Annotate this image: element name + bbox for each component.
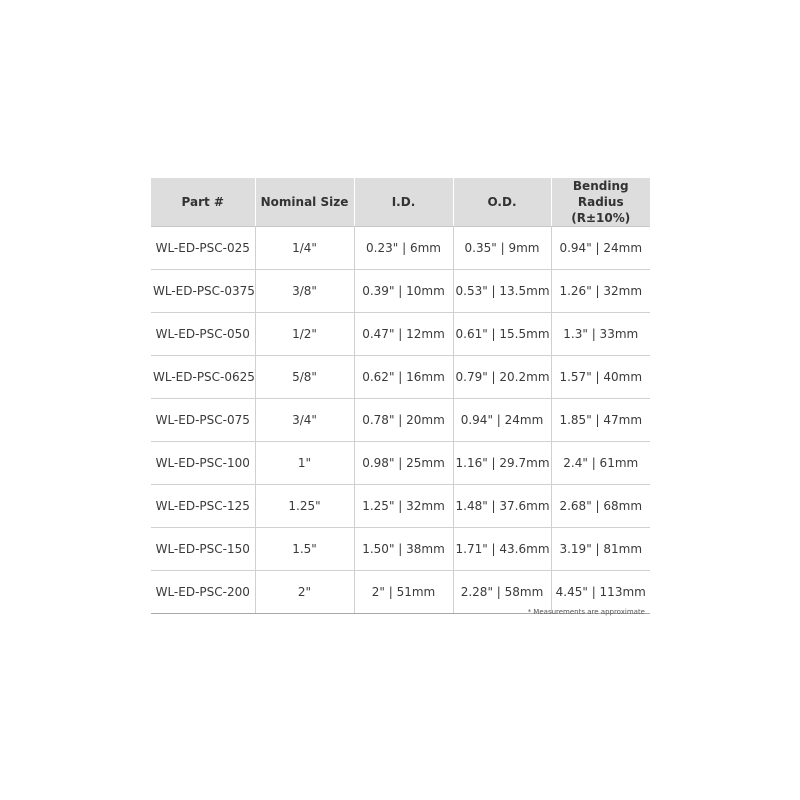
header-part-number: Part # xyxy=(151,178,255,227)
bending-radius-cell: 3.19" | 81mm xyxy=(551,528,650,571)
nominal-size-cell: 3/4" xyxy=(255,399,354,442)
bending-radius-cell: 0.94" | 24mm xyxy=(551,227,650,270)
outer-diameter-cell: 2.28" | 58mm xyxy=(453,571,551,614)
bending-radius-cell: 1.57" | 40mm xyxy=(551,356,650,399)
part-number-cell: WL-ED-PSC-025 xyxy=(151,227,255,270)
nominal-size-cell: 1" xyxy=(255,442,354,485)
inner-diameter-cell: 0.47" | 12mm xyxy=(354,313,453,356)
inner-diameter-cell: 1.25" | 32mm xyxy=(354,485,453,528)
outer-diameter-cell: 0.35" | 9mm xyxy=(453,227,551,270)
bending-radius-cell: 1.3" | 33mm xyxy=(551,313,650,356)
nominal-size-cell: 1/2" xyxy=(255,313,354,356)
outer-diameter-cell: 1.71" | 43.6mm xyxy=(453,528,551,571)
part-number-cell: WL-ED-PSC-0625 xyxy=(151,356,255,399)
table-row xyxy=(151,528,650,571)
bending-radius-cell: 2.4" | 61mm xyxy=(551,442,650,485)
table-row xyxy=(151,442,650,485)
bending-radius-cell: 1.26" | 32mm xyxy=(551,270,650,313)
header-row xyxy=(151,178,650,227)
inner-diameter-cell: 2" | 51mm xyxy=(354,571,453,614)
header-outer-diameter: O.D. xyxy=(453,178,551,227)
part-number-cell: WL-ED-PSC-075 xyxy=(151,399,255,442)
nominal-size-cell: 1.5" xyxy=(255,528,354,571)
part-number-cell: WL-ED-PSC-125 xyxy=(151,485,255,528)
inner-diameter-cell: 0.23" | 6mm xyxy=(354,227,453,270)
outer-diameter-cell: 0.53" | 13.5mm xyxy=(453,270,551,313)
outer-diameter-cell: 0.79" | 20.2mm xyxy=(453,356,551,399)
bending-radius-cell: 4.45" | 113mm xyxy=(551,571,650,614)
inner-diameter-cell: 0.39" | 10mm xyxy=(354,270,453,313)
outer-diameter-cell: 0.61" | 15.5mm xyxy=(453,313,551,356)
part-number-cell: WL-ED-PSC-100 xyxy=(151,442,255,485)
spec-table xyxy=(151,178,650,614)
inner-diameter-cell: 1.50" | 38mm xyxy=(354,528,453,571)
part-number-cell: WL-ED-PSC-050 xyxy=(151,313,255,356)
header-inner-diameter: I.D. xyxy=(354,178,453,227)
nominal-size-cell: 3/8" xyxy=(255,270,354,313)
table-row xyxy=(151,485,650,528)
outer-diameter-cell: 1.16" | 29.7mm xyxy=(453,442,551,485)
table-row xyxy=(151,399,650,442)
table-row xyxy=(151,227,650,270)
part-number-cell: WL-ED-PSC-150 xyxy=(151,528,255,571)
bending-radius-cell: 1.85" | 47mm xyxy=(551,399,650,442)
nominal-size-cell: 1/4" xyxy=(255,227,354,270)
nominal-size-cell: 5/8" xyxy=(255,356,354,399)
outer-diameter-cell: 0.94" | 24mm xyxy=(453,399,551,442)
part-number-cell: WL-ED-PSC-0375 xyxy=(151,270,255,313)
part-number-cell: WL-ED-PSC-200 xyxy=(151,571,255,614)
inner-diameter-cell: 0.78" | 20mm xyxy=(354,399,453,442)
nominal-size-cell: 2" xyxy=(255,571,354,614)
table-row xyxy=(151,356,650,399)
nominal-size-cell: 1.25" xyxy=(255,485,354,528)
bending-radius-cell: 2.68" | 68mm xyxy=(551,485,650,528)
inner-diameter-cell: 0.98" | 25mm xyxy=(354,442,453,485)
table-row xyxy=(151,270,650,313)
header-bending-radius: Bending Radius (R±10%) xyxy=(551,178,650,227)
inner-diameter-cell: 0.62" | 16mm xyxy=(354,356,453,399)
header-nominal-size: Nominal Size xyxy=(255,178,354,227)
outer-diameter-cell: 1.48" | 37.6mm xyxy=(453,485,551,528)
table-row xyxy=(151,313,650,356)
footnote: * Measurements are approximate xyxy=(527,608,645,616)
